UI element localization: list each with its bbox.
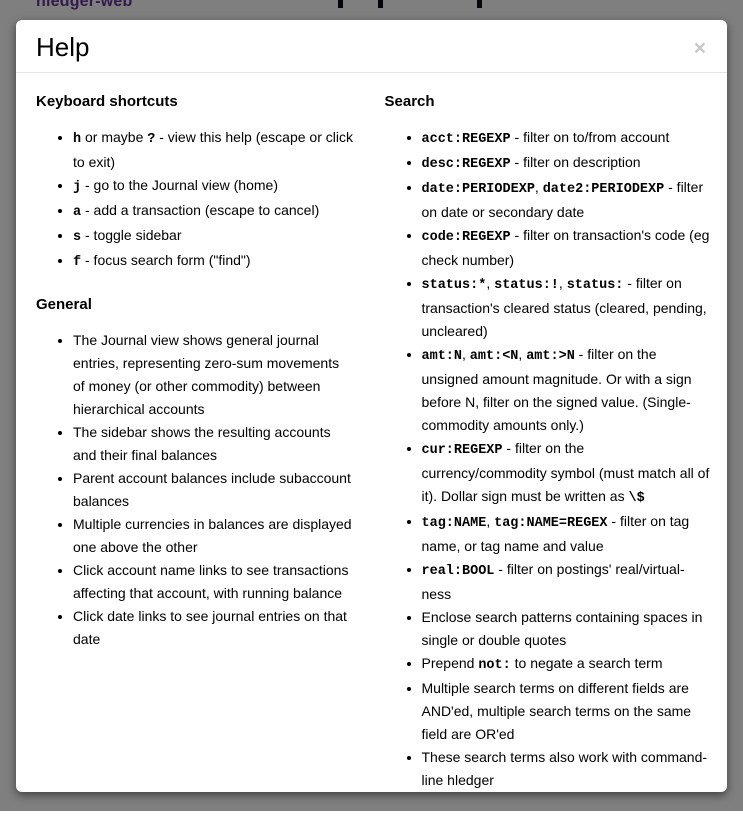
code-text: status: [566,278,624,293]
plain-text: , [534,179,543,195]
list-item [73,199,355,224]
plain-text: - focus search form ("find") [81,252,251,268]
list-item [73,329,355,421]
modal-title: Help [36,32,90,62]
plain-text: - filter on postings' real/virtual-ness [421,561,685,602]
plain-text: Prepend [421,655,479,671]
list-item [73,126,355,174]
help-column-right [375,85,714,814]
plain-text: - add a transaction (escape to cancel) [81,202,320,218]
close-icon: × [693,37,706,60]
list-item [73,249,355,274]
list-item [422,652,714,677]
modal-body [16,73,727,834]
list-item [422,272,714,343]
plain-text: - filter on description [510,154,641,170]
code-text: acct:REGEXP [421,132,511,147]
plain-text: - filter on tag name, or tag name and value [421,513,690,554]
list-item [422,606,714,652]
list-item [73,559,355,605]
plain-text: The Journal view shows general journal entries, representing zero-sum movements of money (or other commodity) between hierarchical accounts [73,332,340,417]
code-text: real:BOOL [421,564,495,579]
plain-text: - filter on to/from account [510,129,670,145]
plain-text: Click date links to see journal entries on that date [73,608,347,647]
list-item [422,437,714,510]
plain-text: , [486,275,495,291]
section-heading-keyboard-shortcuts: Keyboard shortcuts [36,93,178,110]
code-text: status:! [494,278,559,293]
plain-text: - toggle sidebar [81,227,182,243]
plain-text: The sidebar shows the resulting accounts and their final balances [73,424,331,463]
plain-text: - filter on transaction's cleared status (cleared, pending, uncleared) [421,275,707,339]
plain-text: Enclose search patterns containing spaces in single or double quotes [421,609,703,648]
search-list [385,126,714,792]
code-text: date:PERIODEXP [421,182,535,197]
plain-text: - filter on the currency/commodity symbol (must match all of it). Dollar sign must be written as [421,440,710,504]
plain-text: , [558,275,567,291]
code-text: a [73,205,82,220]
plain-text: , [518,346,527,362]
plain-text: , [486,513,495,529]
plain-text: Parent account balances include subaccount balances [73,470,351,509]
plain-text: Multiple currencies in balances are displayed one above the other [73,516,352,555]
list-item [73,467,355,513]
list-item [422,343,714,437]
code-text: desc:REGEXP [421,157,511,172]
list-item [422,510,714,558]
code-text: date2:PERIODEXP [542,182,665,197]
code-text: s [73,230,82,245]
plain-text: - go to the Journal view (home) [81,177,278,193]
help-modal [16,20,727,792]
list-item [73,174,355,199]
list-item [422,677,714,746]
list-item [73,224,355,249]
plain-text: Click account name links to see transactions affecting that account, with running balance [73,562,349,601]
list-item [422,558,714,606]
modal-header [16,20,727,73]
code-text: j [73,180,82,195]
code-text: code:REGEXP [421,230,511,245]
help-column-left [36,85,375,814]
list-item [422,176,714,224]
keyboard-shortcuts-list [36,126,355,274]
plain-text: - filter on transaction's code (eg check number) [421,227,710,268]
list-item [422,224,714,272]
plain-text: These search terms also work with command-line hledger [421,749,708,788]
code-text: amt:N [421,349,463,364]
list-item [73,421,355,467]
code-text: not: [478,658,511,673]
code-text: cur:REGEXP [421,443,503,458]
code-text: f [73,255,82,270]
plain-text: or maybe [81,129,148,145]
plain-text: - view this help (escape or click to exit) [73,129,353,170]
close-button[interactable] [694,38,706,59]
code-text: status:* [421,278,487,293]
code-text: ? [147,132,156,147]
plain-text: Multiple search terms on different fields are AND'ed, multiple search terms on the same field are OR'ed [421,680,692,742]
code-text: \$ [628,491,645,506]
list-item [73,605,355,651]
general-list [36,329,355,651]
plain-text: to negate a search term [510,655,663,671]
section-heading-search: Search [384,93,435,110]
list-item [422,746,714,792]
plain-text: - filter on date or secondary date [421,179,704,220]
list-item [422,151,714,176]
code-text: h [73,132,82,147]
code-text: amt:<N [469,349,519,364]
list-item [422,126,714,151]
plain-text: - filter on the unsigned amount magnitude. Or with a sign before N, filter on the signed value. (Single-commodity amounts only.) [421,346,692,433]
plain-text: , [462,346,470,362]
list-item [73,513,355,559]
section-heading-general: General [36,296,92,313]
code-text: tag:NAME=REGEX [494,516,608,531]
code-text: tag:NAME [421,516,487,531]
code-text: amt:>N [526,349,575,364]
